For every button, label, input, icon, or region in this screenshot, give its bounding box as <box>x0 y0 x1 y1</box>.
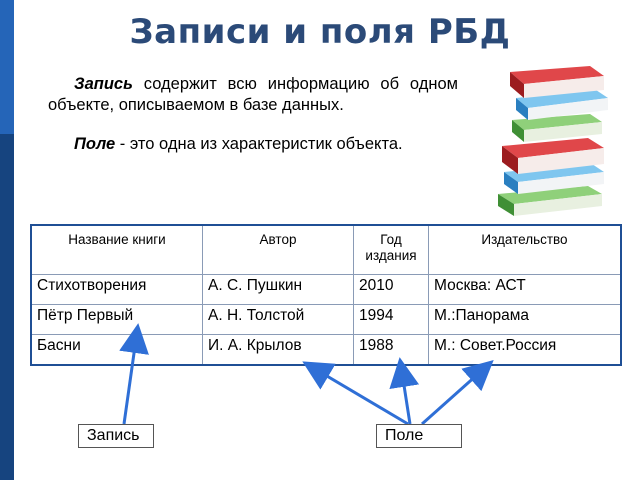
record-term: Запись <box>74 75 133 93</box>
header-author: Автор <box>203 225 354 275</box>
header-title: Название книги <box>31 225 203 275</box>
field-arrow-publisher <box>422 366 487 424</box>
field-arrow-year <box>401 366 410 424</box>
cell-author: И. А. Крылов <box>203 334 354 365</box>
cell-publisher: М.: Совет.Россия <box>429 334 622 365</box>
cell-title: Пётр Первый <box>31 304 203 334</box>
page-title: Записи и поля РБД <box>129 12 511 52</box>
cell-year: 1988 <box>354 334 429 365</box>
cell-year: 2010 <box>354 275 429 305</box>
cell-publisher: М.:Панорама <box>429 304 622 334</box>
field-arrow-author <box>310 366 408 424</box>
header-year: Год издания <box>354 225 429 275</box>
record-arrow <box>124 332 137 424</box>
cell-publisher: Москва: АСТ <box>429 275 622 305</box>
record-label: Запись <box>78 424 154 448</box>
cell-year: 1994 <box>354 304 429 334</box>
record-text: содержит всю информацию об одном объекте, описываемом в базе данных. <box>48 75 458 114</box>
cell-author: А. Н. Толстой <box>203 304 354 334</box>
cell-title: Стихотворения <box>31 275 203 305</box>
cell-title: Басни <box>31 334 203 365</box>
field-label: Поле <box>376 424 462 448</box>
header-publisher: Издательство <box>429 225 622 275</box>
cell-author: А. С. Пушкин <box>203 275 354 305</box>
field-term: Поле <box>74 135 116 153</box>
field-text: - это одна из характеристик объекта. <box>115 135 403 153</box>
